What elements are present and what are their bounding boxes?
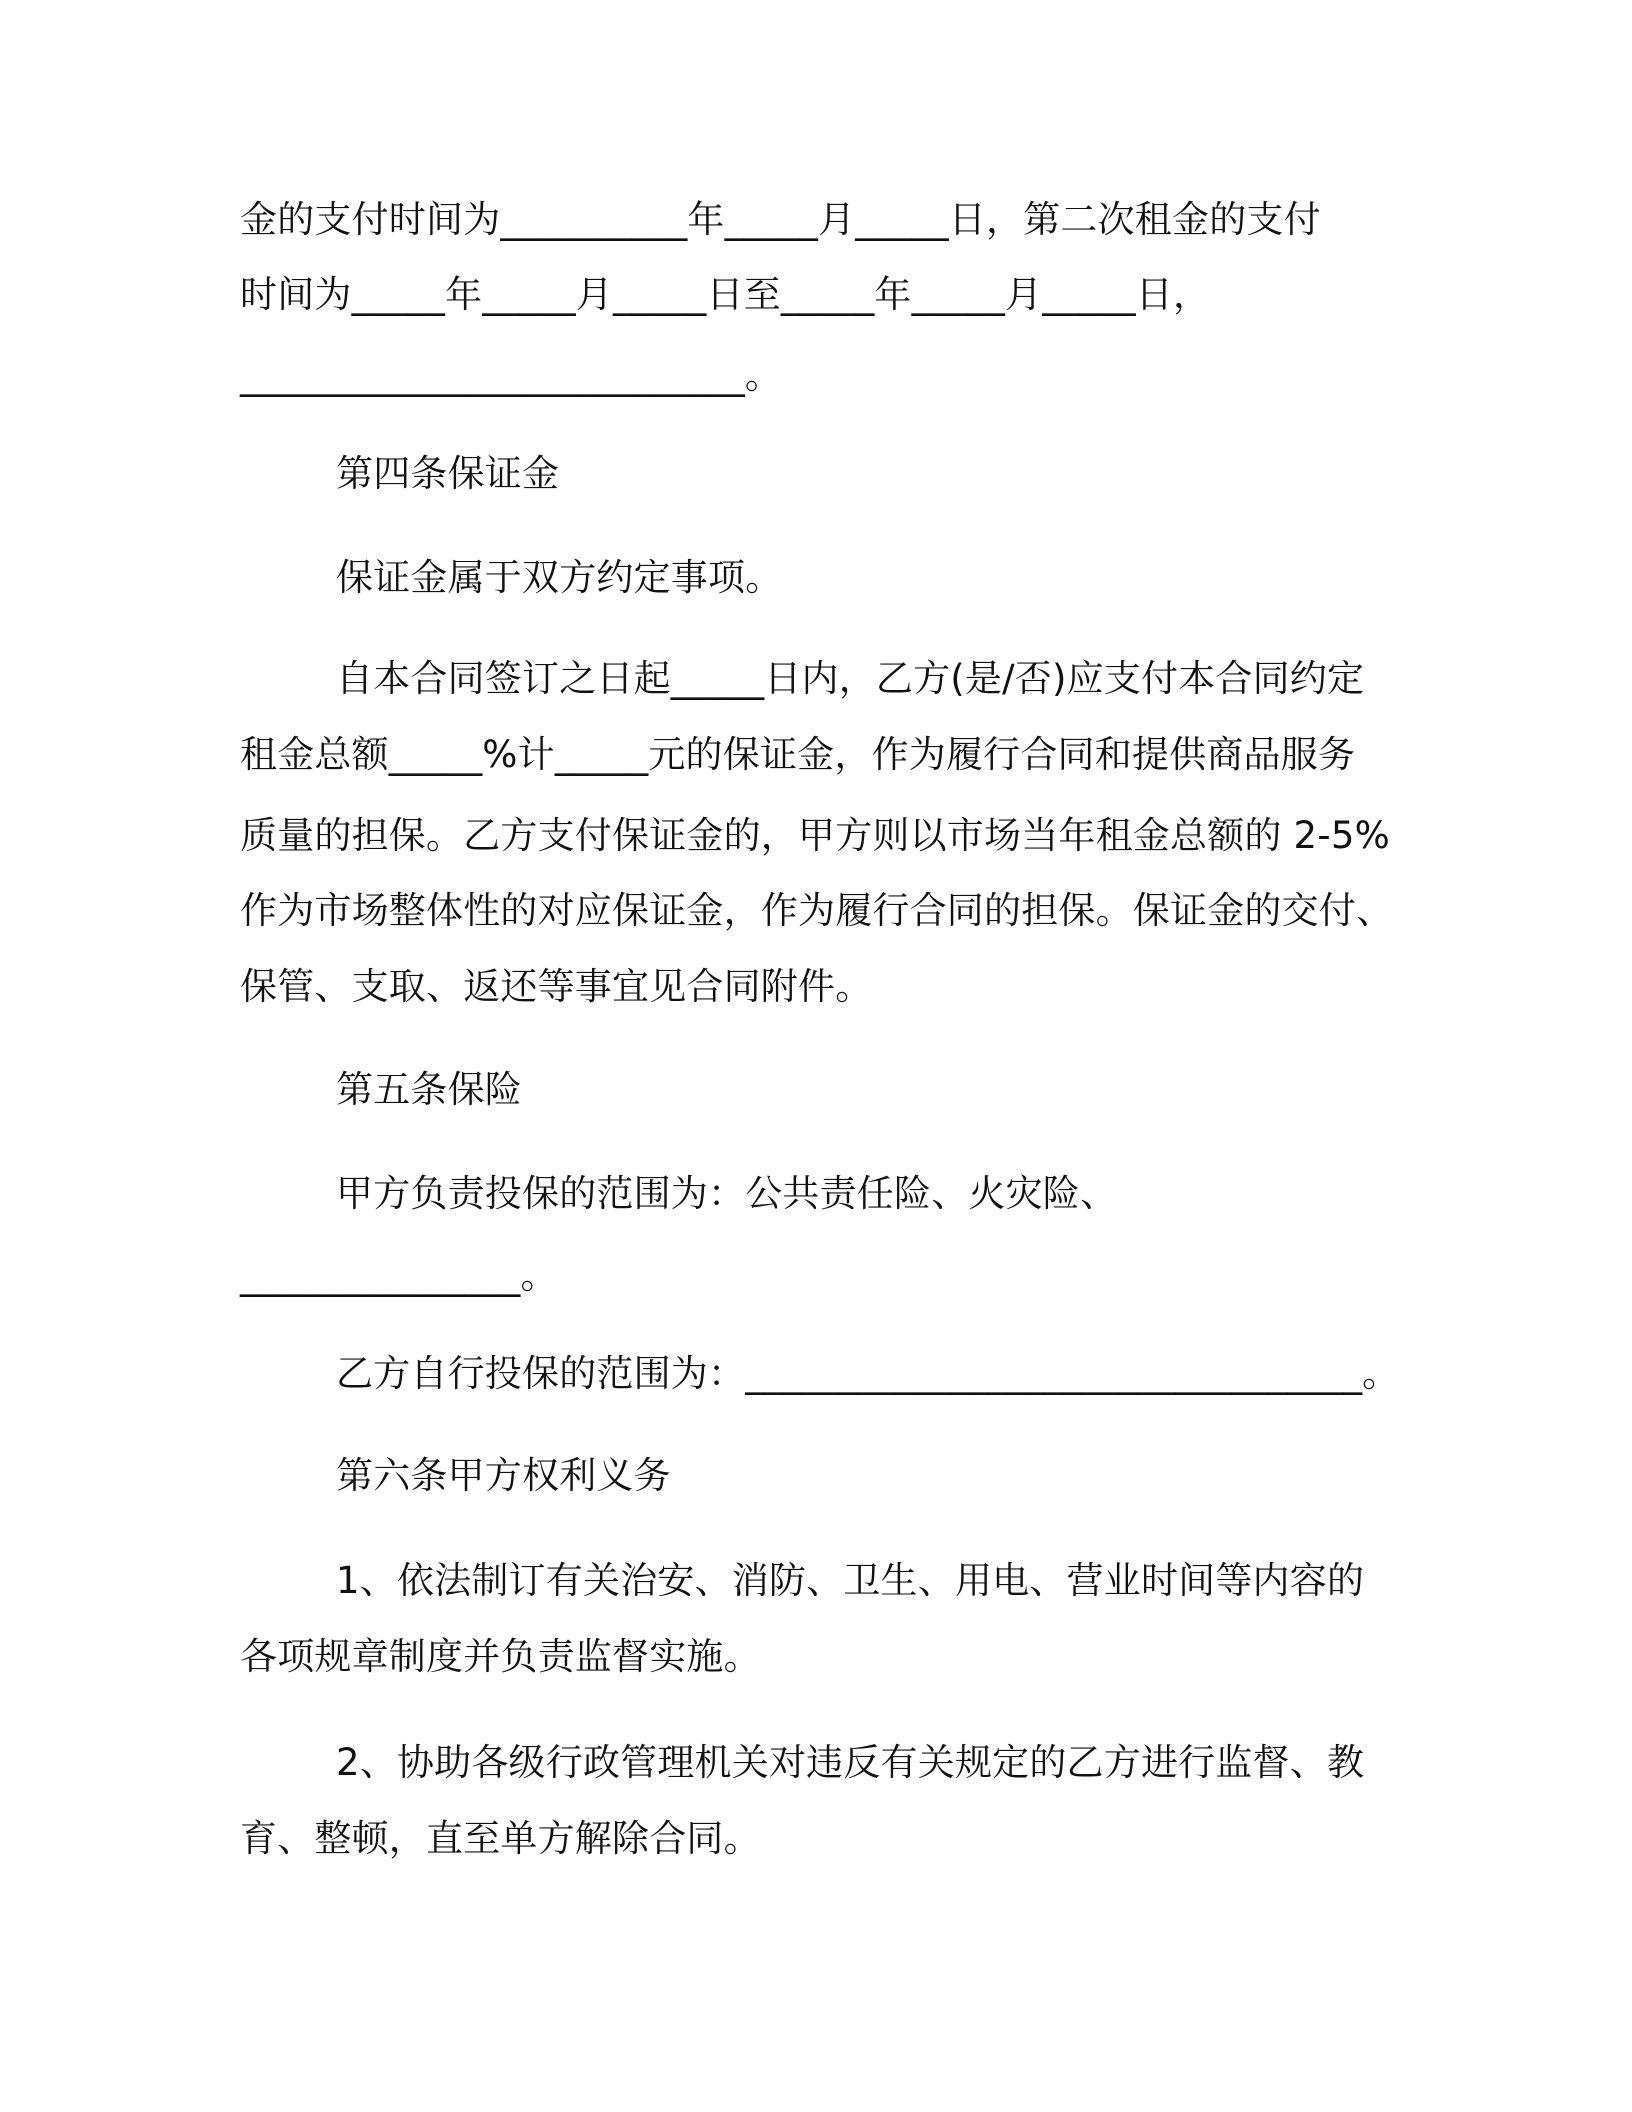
heading-article-5-insurance: 第五条保险 (336, 1068, 522, 1111)
list-item-2-line-1: 2、协助各级行政管理机关对违反有关规定的乙方进行监督、教 (336, 1741, 1365, 1784)
text-line-payment-time-2: 时间为_____年_____月_____日至_____年_____月_____日， (240, 273, 1211, 316)
paragraph-deposit-line-3: 质量的担保。乙方支付保证金的，甲方则以市场当年租金总额的 2-5% (240, 814, 1390, 857)
paragraph-deposit-agreement: 保证金属于双方约定事项。 (336, 556, 783, 599)
text-line-payment-blank: ___________________________。 (240, 354, 783, 397)
paragraph-party-b-insurance: 乙方自行投保的范围为：_________________________________。 (336, 1352, 1400, 1395)
paragraph-deposit-line-5: 保管、支取、返还等事宜见合同附件。 (240, 965, 873, 1008)
paragraph-party-a-insurance-line-2: _______________。 (240, 1254, 558, 1297)
heading-article-6-party-a-rights: 第六条甲方权利义务 (336, 1454, 671, 1497)
list-item-1-line-1: 1、依法制订有关治安、消防、卫生、用电、营业时间等内容的 (336, 1559, 1365, 1602)
paragraph-deposit-line-1: 自本合同签订之日起_____日内，乙方(是/否)应支付本合同约定 (336, 657, 1365, 700)
paragraph-party-a-insurance-line-1: 甲方负责投保的范围为：公共责任险、火灾险、 (336, 1172, 1118, 1215)
list-item-1-line-2: 各项规章制度并负责监督实施。 (240, 1635, 761, 1678)
heading-article-4-deposit: 第四条保证金 (336, 452, 560, 495)
text-line-payment-time-1: 金的支付时间为__________年_____月_____日，第二次租金的支付 (240, 198, 1321, 241)
list-item-2-line-2: 育、整顿，直至单方解除合同。 (240, 1817, 761, 1860)
paragraph-deposit-line-2: 租金总额_____%计_____元的保证金，作为履行合同和提供商品服务 (240, 733, 1356, 776)
paragraph-deposit-line-4: 作为市场整体性的对应保证金，作为履行合同的担保。保证金的交付、 (240, 889, 1394, 932)
